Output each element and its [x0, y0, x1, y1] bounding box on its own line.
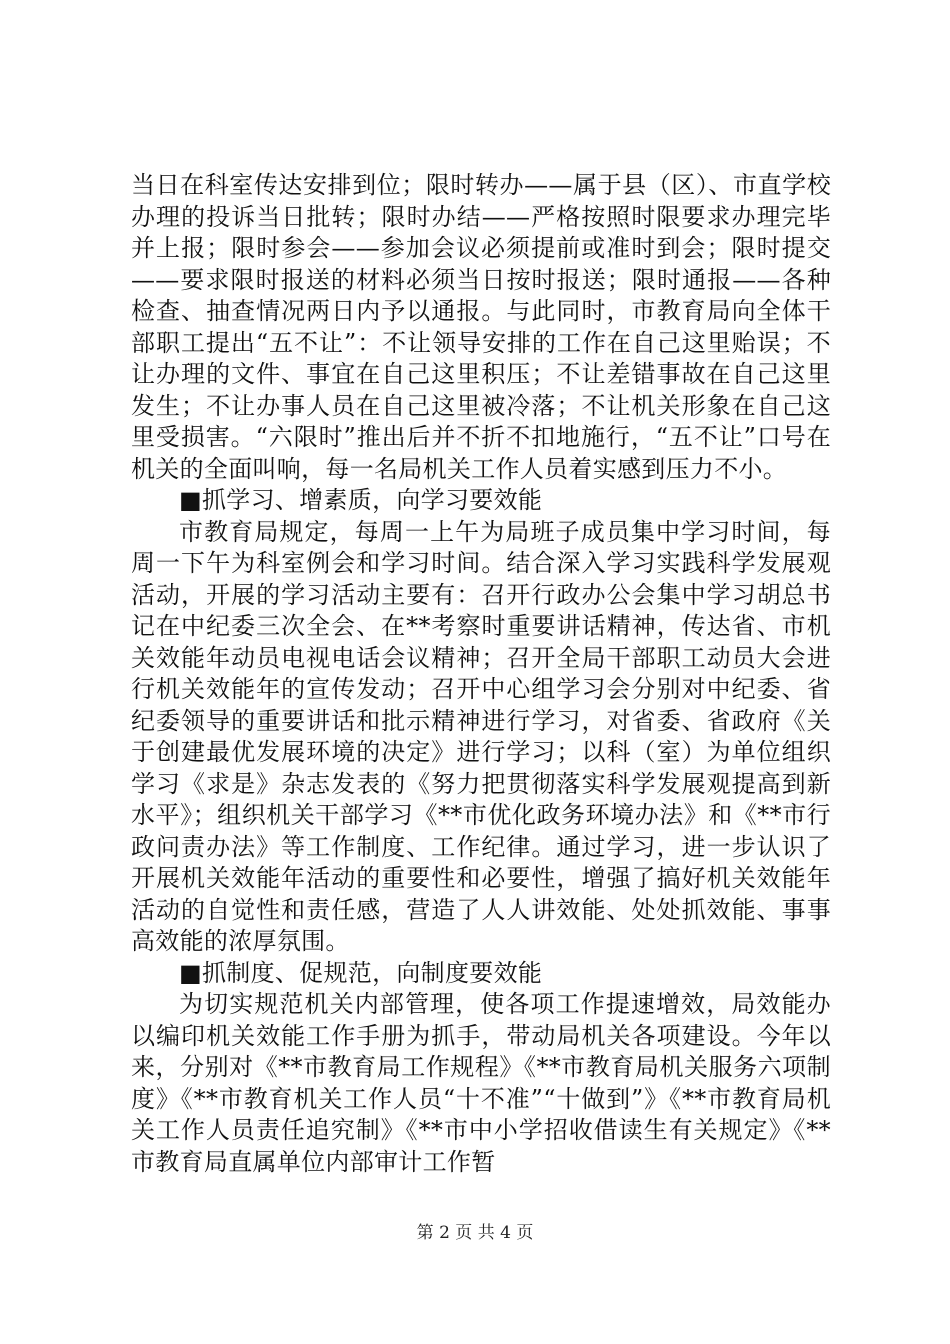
section-heading-system: ■抓制度、促规范，向制度要效能: [179, 958, 543, 987]
paragraph-study: 市教育局规定，每周一上午为局班子成员集中学习时间，每周一下午为科室例会和学习时间。结合深入学习实践科学发展观活动，开展的学习活动主要有：召开行政办公会集中学习胡总书记在中纪委三次全会、在**考察时重要讲话精神，传达省、市机关效能年动员电视电话会议精神；召开全局干部职工动员大会进行机关效能年的宣传发动；召开中心组学习会分别对中纪委、省纪委领导的重要讲话和批示精神进行学习，对省委、省政府《关于创建最优发展环境的决定》进行学习；以科（室）为单位组织学习《求是》杂志发表的《努力把贯彻落实科学发展观提高到新水平》；组织机关干部学习《**市优化政务环境办法》和《**市行政问责办法》等工作制度、工作纪律。通过学习，进一步认识了开展机关效能年活动的重要性和必要性，增强了搞好机关效能年活动的自觉性和责任感，营造了人人讲效能、处处抓效能、事事高效能的浓厚氛围。: [131, 517, 831, 955]
section-heading-study: ■抓学习、增素质，向学习要效能: [179, 486, 543, 514]
paragraph-continuation: 当日在科室传达安排到位；限时转办——属于县（区）、市直学校办理的投诉当日批转；限时办结——严格按照时限要求办理完毕并上报；限时参会——参加会议必须提前或准时到会；限时提交——要求限时报送的材料必须当日按时报送；限时通报——各种检查、抽查情况两日内予以通报。与此同时，市教育局向全体干部职工提出“五不让”：不让领导安排的工作在自己这里贻误；不让办理的文件、事宜在自己这里积压；不让差错事故在自己这里发生；不让办事人员在自己这里被冷落；不让机关形象在自己这里受损害。“六限时”推出后并不折不扣地施行，“五不让”口号在机关的全面叫响，每一名局机关工作人员着实感到压力不小。: [131, 171, 831, 483]
page-number-footer: 第 2 页 共 4 页: [416, 1223, 534, 1243]
document-body: [131, 170, 831, 1178]
paragraph-system: 为切实规范机关内部管理，使各项工作提速增效，局效能办以编印机关效能工作手册为抓手，带动局机关各项建设。今年以来，分别对《**市教育局工作规程》《**市教育局机关服务六项制度》《**市教育机关工作人员“十不准”“十做到”》《**市教育局机关工作人员责任追究制》《**市中小学招收借读生有关规定》《**市教育局直属单位内部审计工作暂: [131, 990, 831, 1176]
